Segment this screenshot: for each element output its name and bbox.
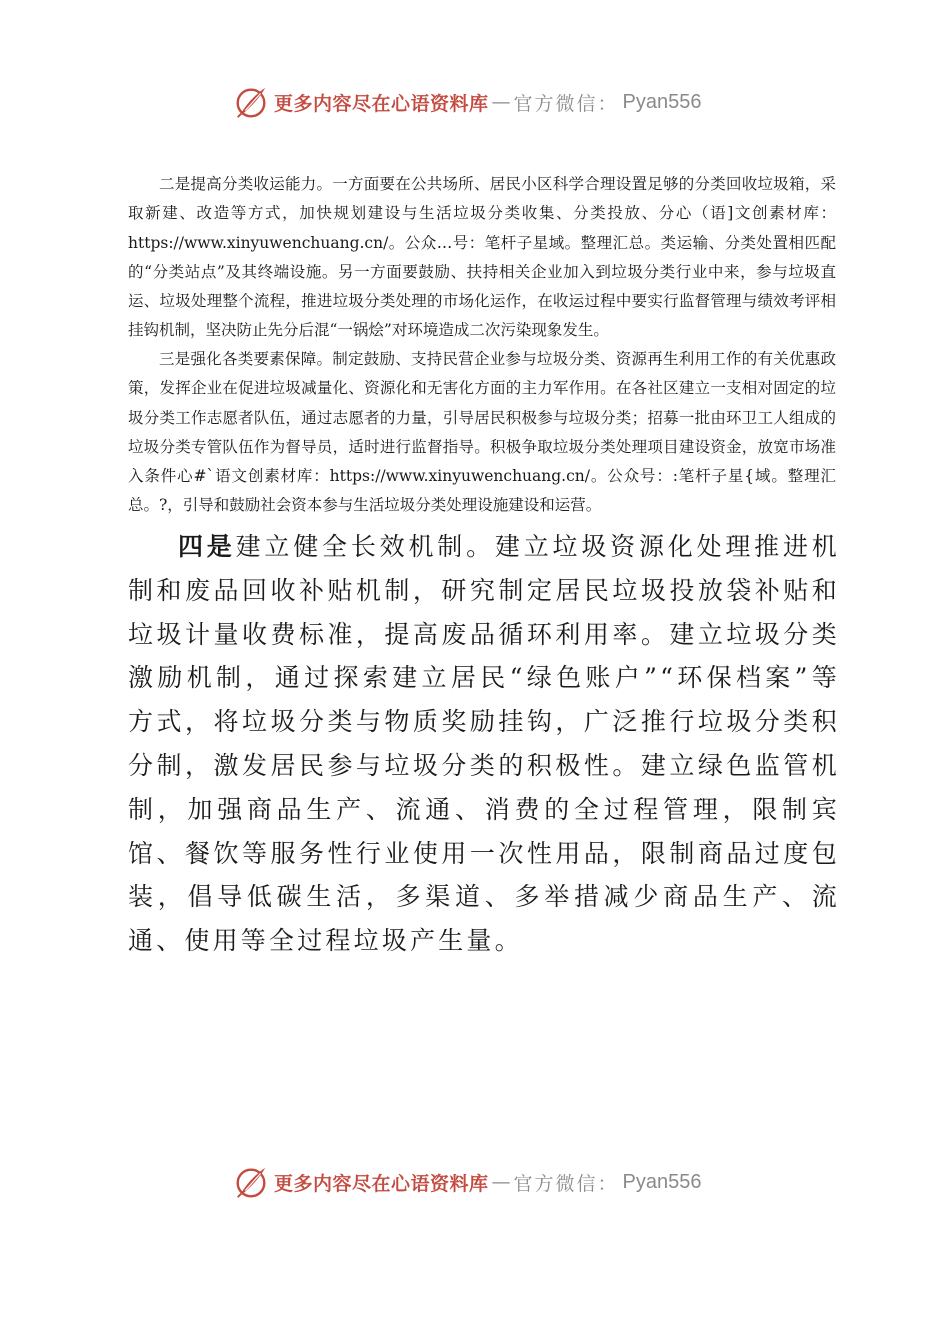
paragraph-four — [128, 525, 840, 963]
quill-pen-logo-icon — [232, 83, 270, 121]
banner-wechat-label: 官方微信： — [513, 92, 619, 115]
footer-banner — [232, 1162, 702, 1202]
paragraph-two: 二是提高分类收运能力。一方面要在公共场所、居民小区科学合理设置足够的分类回收垃圾箱，采取新建、改造等方式，加快规划建设与生活垃圾分类收集、分类投放、分心（语]文创素材库：https://www.xinyuwenchuang.cn/。公众…号：笔杆子星域。整理汇总。类运输、分类处置相匹配的“分类站点”及其终端设施。另一方面要鼓励、扶持相关企业加入到垃圾分类行业中来，参与垃圾直运、垃圾处理整个流程，推进垃圾分类处理的市场化运作，在收运过程中要实行监督管理与绩效考评相挂钩机制，坚决防止先分后混“一锅烩”对环境造成二次污染现象发生。 — [128, 175, 836, 340]
banner-main-text: 更多内容尽在心语资料库 — [274, 92, 489, 115]
paragraph-four-body: 建立健全长效机制。建立垃圾资源化处理推进机制和废品回收补贴机制，研究制定居民垃圾投放袋补贴和垃圾计量收费标准，提高废品循环利用率。建立垃圾分类激励机制，通过探索建立居民“绿色账户”“环保档案”等方式，将垃圾分类与物质奖励挂钩，广泛推行垃圾分类积分制，激发居民参与垃圾分类的积极性。建立绿色监管机制，加强商品生产、流通、消费的全过程管理，限制宾馆、餐饮等服务性行业使用一次性用品，限制商品过度包装，倡导低碳生活，多渠道、多举措减少商品生产、流通、使用等全过程垃圾产生量。 — [128, 532, 841, 956]
paragraph-four-lead: 四是 — [178, 532, 236, 561]
banner-main-text: 更多内容尽在心语资料库 — [274, 1172, 489, 1195]
banner-dash: — — [491, 1171, 511, 1193]
paragraph-three: 三是强化各类要素保障。制定鼓励、支持民营企业参与垃圾分类、资源再生利用工作的有关优惠政策，发挥企业在促进垃圾减量化、资源化和无害化方面的主力军作用。在各社区建立一支相对固定的垃圾分类工作志愿者队伍，通过志愿者的力量，引导居民积极参与垃圾分类；招募一批由环卫工人组成的垃圾分类专管队伍作为督导员，适时进行监督指导。积极争取垃圾分类处理项目建设资金，放宽市场准入条件心#`语文创素材库：https://www.xinyuwenchuang.cn/。公众号：:笔杆子星{域。整理汇总。?，引导和鼓励社会资本参与生活垃圾分类处理设施建设和运营。 — [128, 350, 836, 515]
banner-wechat-id: Pyan556 — [622, 90, 702, 113]
banner-dash: — — [491, 91, 511, 113]
banner-wechat-id: Pyan556 — [622, 1170, 702, 1193]
quill-pen-logo-icon — [232, 1163, 270, 1201]
banner-wechat-label: 官方微信： — [513, 1172, 619, 1195]
header-banner — [232, 82, 702, 122]
